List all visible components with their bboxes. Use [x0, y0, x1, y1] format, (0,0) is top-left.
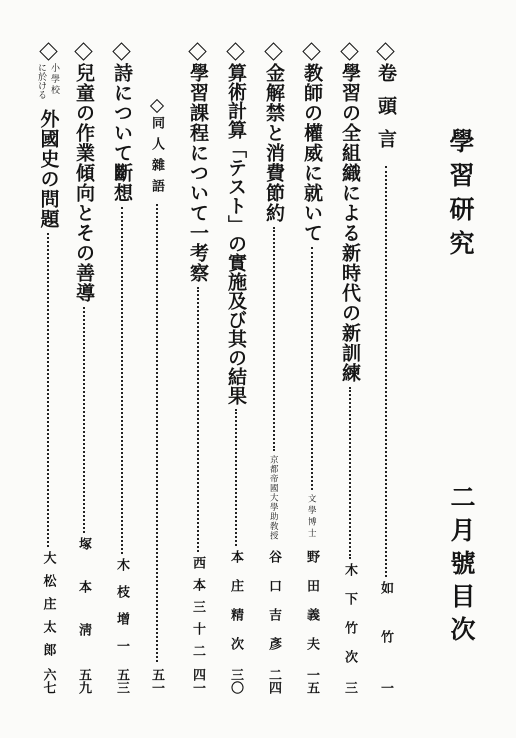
toc-entry[interactable] [188, 42, 207, 694]
diamond-bullet-icon [39, 42, 57, 60]
diamond-bullet-icon [149, 99, 163, 113]
toc-entry[interactable] [376, 42, 395, 694]
entry-page: 五三 [114, 668, 129, 694]
diamond-bullet-icon [302, 42, 320, 60]
entry-title: 同人雜語 [149, 116, 164, 200]
entry-title: 外國史の問題 [37, 109, 60, 229]
entry-author: 塚本淸 [76, 537, 91, 666]
leader-dots [121, 207, 123, 554]
entry-title: 兒童の作業傾向とその善導 [73, 63, 95, 303]
leader-dots [273, 227, 275, 451]
toc-entry[interactable] [340, 42, 359, 694]
leader-dots [385, 166, 387, 577]
entry-author: 西本三十二 [190, 556, 205, 666]
toc-entry[interactable] [74, 42, 93, 694]
entry-title: 學習課程について一考察 [187, 63, 209, 283]
issue-subtitle: 二月號目次 [447, 484, 476, 649]
diamond-bullet-icon [74, 42, 92, 60]
toc-entry[interactable] [112, 42, 131, 694]
entry-author: 大松庄太郎 [40, 551, 56, 666]
author-affiliation: 文學博士 [306, 494, 317, 540]
toc-entry[interactable] [302, 42, 321, 694]
entry-page: 五一 [149, 668, 164, 694]
entry-title: 教師の權威に就いて [301, 63, 323, 243]
diamond-bullet-icon [376, 42, 394, 60]
entry-title: 金解禁と消費節約 [263, 63, 285, 223]
entry-author: 谷口吉彥 [266, 550, 281, 666]
leader-dots [47, 233, 49, 547]
entry-author: 木下竹次 [342, 563, 357, 679]
entry-title: 詩について斷想 [111, 63, 133, 203]
leader-dots [349, 387, 351, 559]
diamond-bullet-icon [264, 42, 282, 60]
leader-dots [83, 307, 85, 533]
magazine-title: 學習研究 [446, 128, 475, 264]
leader-dots [197, 287, 199, 552]
entry-page: 四一 [190, 668, 205, 694]
diamond-bullet-icon [188, 42, 206, 60]
leader-dots [311, 247, 313, 490]
diamond-bullet-icon [112, 42, 130, 60]
leader-dots [235, 409, 237, 546]
entry-page: 五九 [76, 668, 91, 694]
entry-page: 一 [378, 681, 393, 694]
entry-author: 如竹 [378, 581, 393, 679]
diamond-bullet-icon [340, 42, 358, 60]
toc-entry[interactable] [264, 42, 283, 694]
toc-entry[interactable] [150, 98, 163, 694]
entry-page: 三〇 [228, 668, 243, 694]
entry-title: 卷頭言 [375, 63, 397, 162]
entry-page: 三 [342, 681, 357, 694]
entry-prefix-line: 小學校 [49, 63, 59, 96]
entry-author: 木枝增一 [114, 558, 129, 666]
entry-page: 一五 [304, 668, 319, 694]
entry-page: 六七 [40, 668, 56, 694]
leader-dots [156, 204, 158, 662]
toc-entry[interactable] [226, 42, 245, 694]
entry-prefix [36, 63, 60, 109]
toc-entry[interactable] [36, 42, 60, 694]
author-affiliation: 京都帝國大學助敎授 [268, 454, 279, 540]
entry-author: 野田義夫 [304, 550, 319, 666]
entry-title: 學習の全組織による新時代の新訓練 [339, 63, 361, 383]
entry-author: 本庄精次 [228, 550, 243, 666]
diamond-bullet-icon [226, 42, 244, 60]
entry-prefix-line: に於ける [36, 63, 46, 99]
entry-page: 二四 [266, 668, 281, 694]
entry-title: 算術計算「テスト」の實施及び其の結果 [225, 63, 247, 405]
